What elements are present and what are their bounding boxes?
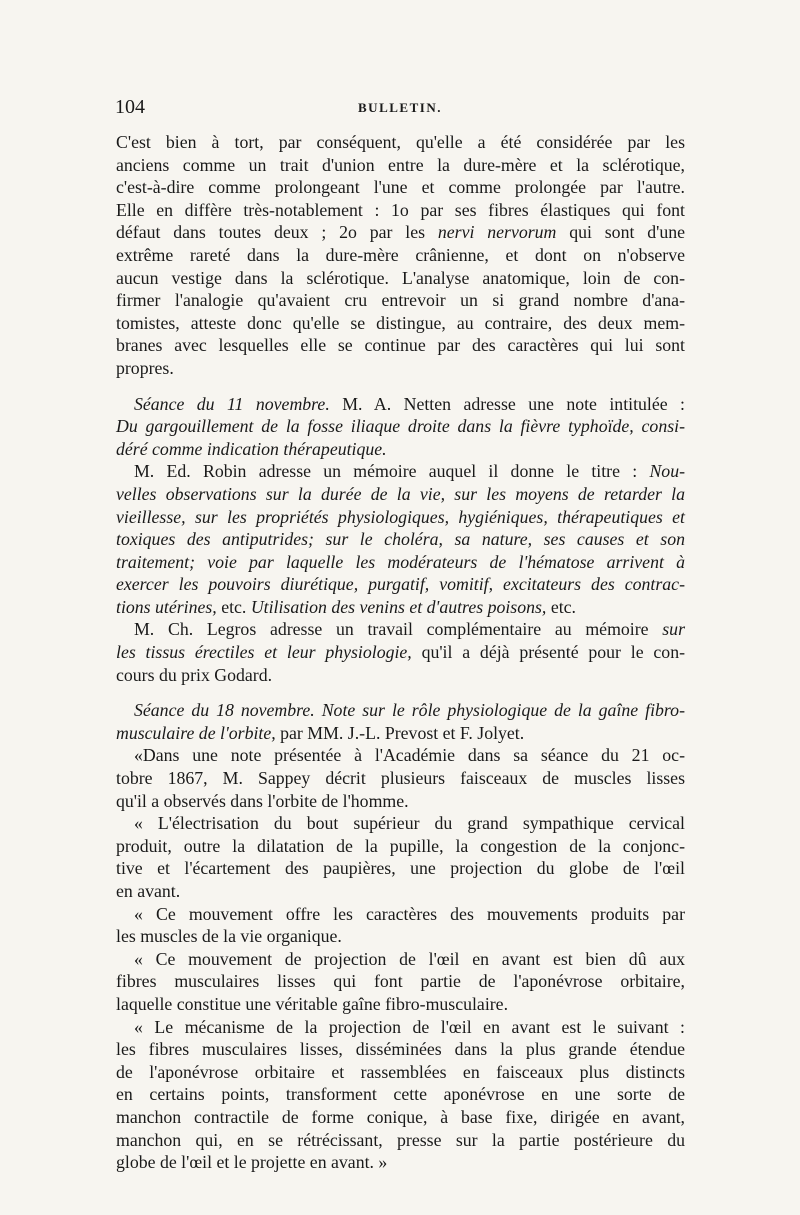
text-line: fibres musculaires lisses qui font partie de l'aponévrose orbitaire,: [116, 971, 685, 992]
quote-2: [116, 812, 685, 902]
paragraph-legros: [116, 618, 685, 686]
seance-title: Séance du 18 novembre. Note sur le rôle physiologique de la gaîne fibro-: [134, 700, 685, 721]
latin-term: nervi nervorum: [437, 222, 557, 243]
text-line: cours du prix Godard.: [116, 664, 273, 685]
text-line: extrême rareté dans la dure-mère crânienne, et dont on n'observe: [116, 244, 685, 265]
text-line: «Dans une note présentée à l'Académie dans sa séance du 21 oc-: [134, 745, 685, 766]
text-line: velles observations sur la durée de la vie, sur les moyens de retarder la: [116, 483, 685, 504]
text-line: en avant.: [116, 881, 181, 901]
paragraph-sclerotique: [116, 131, 685, 380]
text-line: « Le mécanisme de la projection de l'œil en avant est le suivant :: [134, 1016, 685, 1037]
text-line: qu'il a observés dans l'orbite de l'homme.: [116, 790, 409, 811]
text-line: produit, outre la dilatation de la pupille, la congestion de la conjonc-: [116, 835, 685, 856]
text-line: Elle en diffère très-notablement : 1o par ses fibres élastiques qui font: [116, 199, 685, 220]
text-line: les fibres musculaires lisses, disséminées dans la plus grande étendue: [116, 1039, 685, 1060]
text-line: toxiques des antiputrides; sur le choléra, sa nature, ses causes et son: [116, 529, 685, 550]
text-line: traitement; voie par laquelle les modérateurs de l'hématose arrivent à: [116, 551, 685, 572]
text-line: tions utérines, etc. Utilisation des venins et d'autres poisons, etc.: [116, 596, 576, 617]
text-line: manchon qui, en se rétrécissant, presse sur la partie postérieure du: [116, 1129, 685, 1150]
text-line: vieillesse, sur les propriétés physiologiques, hygiéniques, thérapeutiques et: [116, 506, 685, 527]
section-seance-18-novembre: [116, 699, 685, 744]
text-line: globe de l'œil et le projette en avant. »: [116, 1152, 388, 1173]
section-seance-11-novembre: [116, 393, 685, 461]
page-body: [116, 131, 685, 1174]
text-line: les muscles de la vie organique.: [116, 926, 342, 947]
text-line: les tissus érectiles et leur physiologie, qu'il a déjà présenté pour le con-: [116, 642, 686, 663]
running-head: BULLETIN.: [358, 100, 442, 115]
text-line: Séance du 11 novembre. M. A. Netten adresse une note intitulée :: [134, 393, 685, 414]
quote-4: [116, 948, 685, 1016]
text-line: de l'aponévrose orbitaire et rassemblées en faisceaux plus distincts: [116, 1061, 685, 1082]
text-line: anciens comme un trait d'union entre la dure-mère et la sclérotique,: [116, 154, 685, 175]
quote-1: [116, 744, 685, 812]
text-line: en certains points, transforment cette aponévrose en une sorte de: [116, 1084, 685, 1105]
text-line: défaut dans toutes deux ; 2o par les nervi nervorum qui sont d'une: [116, 222, 685, 243]
text-line: c'est-à-dire comme prolongeant l'une et comme prolongée par l'autre.: [116, 177, 685, 198]
text-line: déré comme indication thérapeutique.: [116, 438, 387, 459]
text-line: musculaire de l'orbite, par MM. J.-L. Prevost et F. Jolyet.: [116, 722, 525, 743]
page-number: 104: [115, 96, 145, 118]
text-line: M. Ch. Legros adresse un travail complémentaire au mémoire sur: [134, 619, 685, 640]
seance-date: Séance du 11 novembre.: [134, 393, 330, 414]
text-line: firmer l'analogie qu'avaient cru entrevoir un si grand nombre d'ana-: [116, 290, 685, 311]
text-line: laquelle constitue une véritable gaîne fibro-musculaire.: [116, 993, 509, 1014]
text-line: manchon contractile de forme conique, à base fixe, dirigée en avant,: [116, 1106, 685, 1127]
text-line: [116, 699, 685, 722]
page-header: [115, 96, 685, 120]
text-line: tomistes, atteste donc qu'elle se distingue, au contraire, des deux mem-: [116, 312, 685, 333]
quote-5: [116, 1016, 685, 1174]
text-line: « Ce mouvement de projection de l'œil en avant est bien dû aux: [134, 948, 685, 969]
quote-3: [116, 903, 685, 948]
text-line: « L'électrisation du bout supérieur du grand sympathique cervical: [134, 813, 685, 834]
text-line: Du gargouillement de la fosse iliaque droite dans la fièvre typhoïde, consi-: [116, 416, 685, 437]
paragraph-robin: [116, 460, 685, 618]
text-line: M. Ed. Robin adresse un mémoire auquel il donne le titre : Nou-: [134, 461, 685, 482]
text-line: branes avec lesquelles elle se continue par des caractères qui lui sont: [116, 335, 685, 356]
text-line: tobre 1867, M. Sappey décrit plusieurs faisceaux de muscles lisses: [116, 768, 685, 789]
text-line: tive et l'écartement des paupières, une projection du globe de l'œil: [116, 858, 685, 879]
text-line: propres.: [116, 357, 174, 378]
text-line: C'est bien à tort, par conséquent, qu'elle a été considérée par les: [116, 132, 685, 152]
text-line: aucun vestige dans la sclérotique. L'analyse anatomique, loin de con-: [116, 267, 685, 288]
text-line: exercer les pouvoirs diurétique, purgatif, vomitif, excitateurs des contrac-: [116, 574, 685, 595]
text-line: « Ce mouvement offre les caractères des mouvements produits par: [134, 903, 685, 924]
